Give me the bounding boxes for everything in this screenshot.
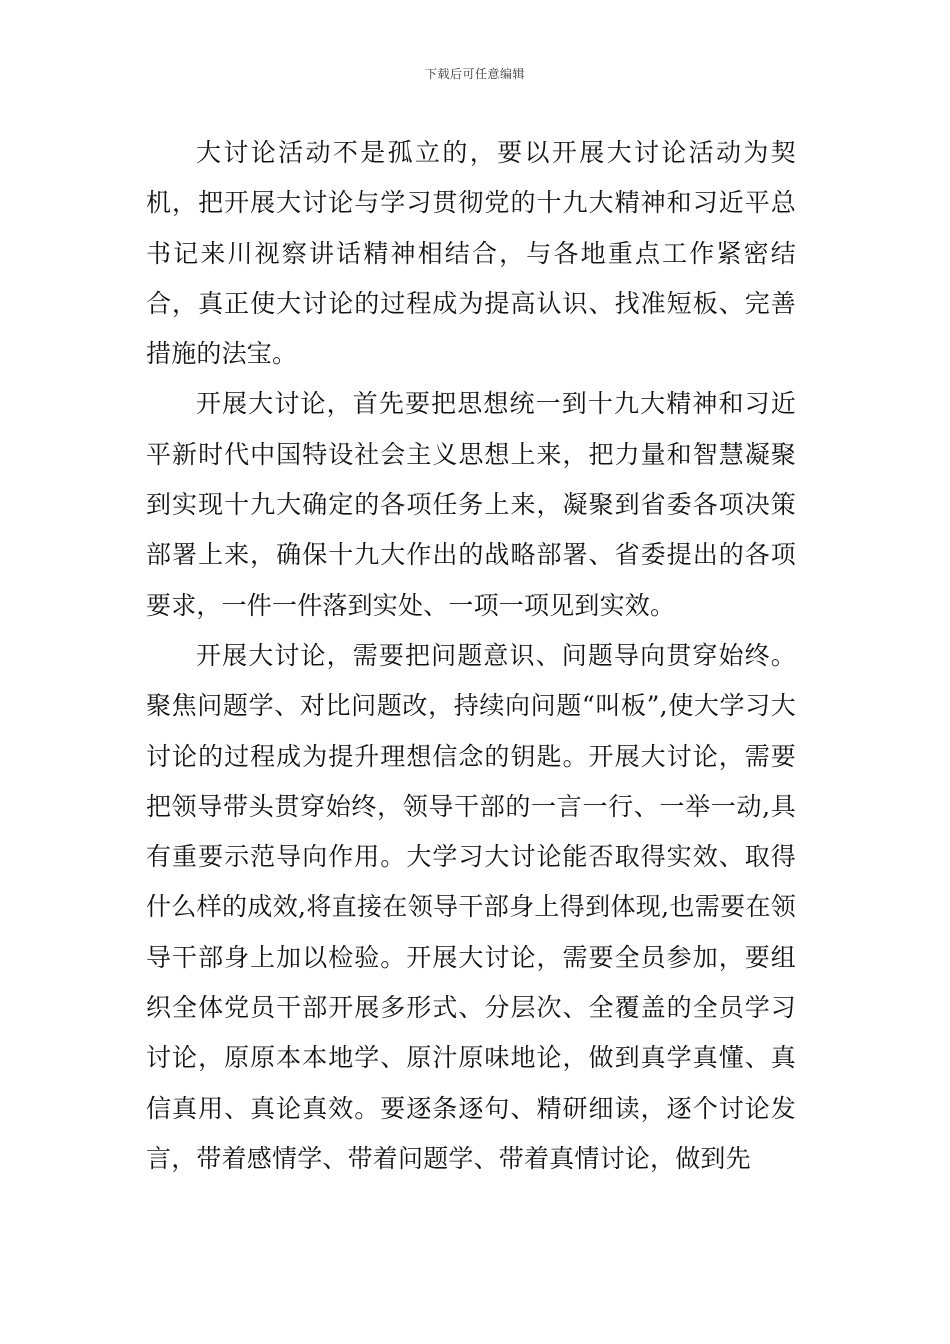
page-header: 下载后可任意编辑 xyxy=(424,67,525,81)
body-text xyxy=(146,128,796,1184)
paragraph-1: 大讨论活动不是孤立的，要以开展大讨论活动为契机，把开展大讨论与学习贯彻党的十九大精神和习近平总书记来川视察讲话精神相结合，与各地重点工作紧密结合，真正使大讨论的过程成为提高认识、找准短板、完善措施的法宝。 xyxy=(146,138,796,369)
paragraph-2: 开展大讨论，首先要把思想统一到十九大精神和习近平新时代中国特设社会主义思想上来，把力量和智慧凝聚到实现十九大确定的各项任务上来，凝聚到省委各项决策部署上来，确保十九大作出的战略部署、省委提出的各项要求，一件一件落到实处、一项一项见到实效。 xyxy=(146,389,796,620)
paragraph-3: 开展大讨论，需要把问题意识、问题导向贯穿始终。聚焦问题学、对比问题改，持续向问题“叫板”,使大学习大讨论的过程成为提升理想信念的钥匙。开展大讨论，需要把领导带头贯穿始终，领导干部的一言一行、一举一动,具有重要示范导向作用。大学习大讨论能否取得实效、取得什么样的成效,将直接在领导干部身上得到体现,也需要在领导干部身上加以检验。开展大讨论，需要全员参加，要组织全体党员干部开展多形式、分层次、全覆盖的全员学习讨论，原原本本地学、原汁原味地论，做到真学真懂、真信真用、真论真效。要逐条逐句、精研细读，逐个讨论发言，带着感情学、带着问题学、带着真情讨论，做到先 xyxy=(146,640,796,1173)
